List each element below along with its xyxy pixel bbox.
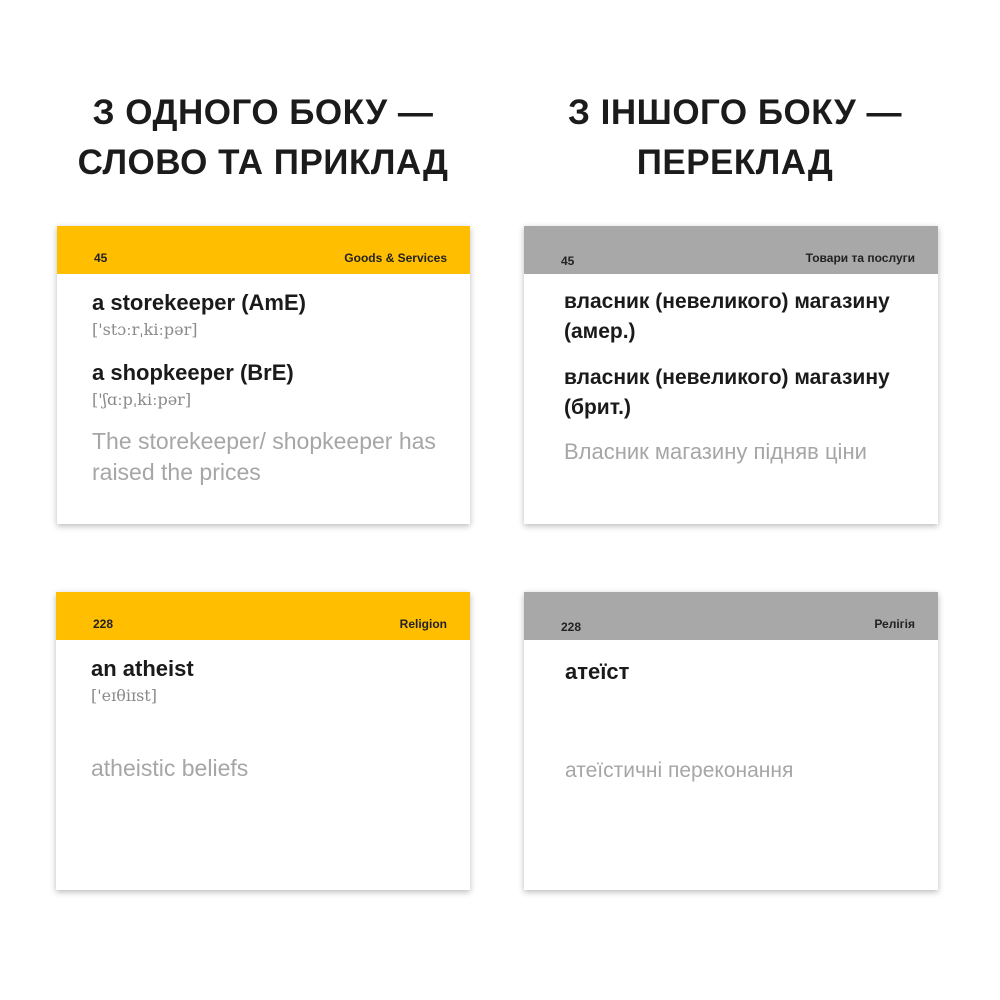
card-transcription: ['ʃɑːpˌkiːpər] [92, 390, 192, 409]
flashcard-front-atheist [56, 592, 470, 890]
card-word: a storekeeper (AmE) [92, 290, 306, 315]
card-word: an atheist [91, 656, 194, 681]
front-side-heading [53, 88, 473, 188]
heading-line: З ІНШОГО БОКУ — [568, 93, 902, 132]
card-entry [92, 358, 440, 412]
card-entry [564, 363, 908, 423]
card-transcription: ['stɔːrˌkiːpər] [92, 320, 198, 339]
card-entry [91, 654, 440, 708]
card-category: Goods & Services [344, 251, 447, 265]
back-side-heading [525, 88, 945, 188]
card-header-bar [57, 226, 470, 274]
card-header-bar [56, 592, 470, 640]
heading-line: ПЕРЕКЛАД [636, 143, 834, 182]
card-header-bar [524, 226, 938, 274]
card-translation: власник (невеликого) магазину (брит.) [564, 366, 890, 419]
card-header-bar [524, 592, 938, 640]
card-entry [92, 288, 440, 342]
card-translation: власник (невеликого) магазину (амер.) [564, 290, 890, 343]
card-category: Товари та послуги [805, 251, 915, 265]
card-example: atheistic beliefs [91, 755, 249, 781]
heading-line: СЛОВО ТА ПРИКЛАД [77, 143, 449, 182]
card-category: Religion [399, 617, 447, 631]
card-entry [565, 657, 908, 687]
card-word: a shopkeeper (BrE) [92, 360, 294, 385]
flashcard-back-atheist [524, 592, 938, 890]
card-entry [564, 287, 908, 347]
card-example: The storekeeper/ shopkeeper has raised the prices [92, 428, 436, 485]
card-example: Власник магазину підняв ціни [564, 439, 867, 464]
card-number: 45 [94, 251, 108, 265]
card-number: 228 [93, 617, 114, 631]
card-number: 228 [561, 620, 582, 634]
card-category: Релігія [874, 617, 915, 631]
heading-line: З ОДНОГО БОКУ — [92, 93, 434, 132]
card-transcription: ['eɪθiɪst] [91, 686, 157, 705]
flashcard-front-storekeeper [57, 226, 470, 524]
flashcard-back-storekeeper [524, 226, 938, 524]
card-translation: атеїст [565, 659, 630, 684]
card-example: атеїстичні переконання [565, 759, 794, 782]
card-number: 45 [561, 254, 575, 268]
